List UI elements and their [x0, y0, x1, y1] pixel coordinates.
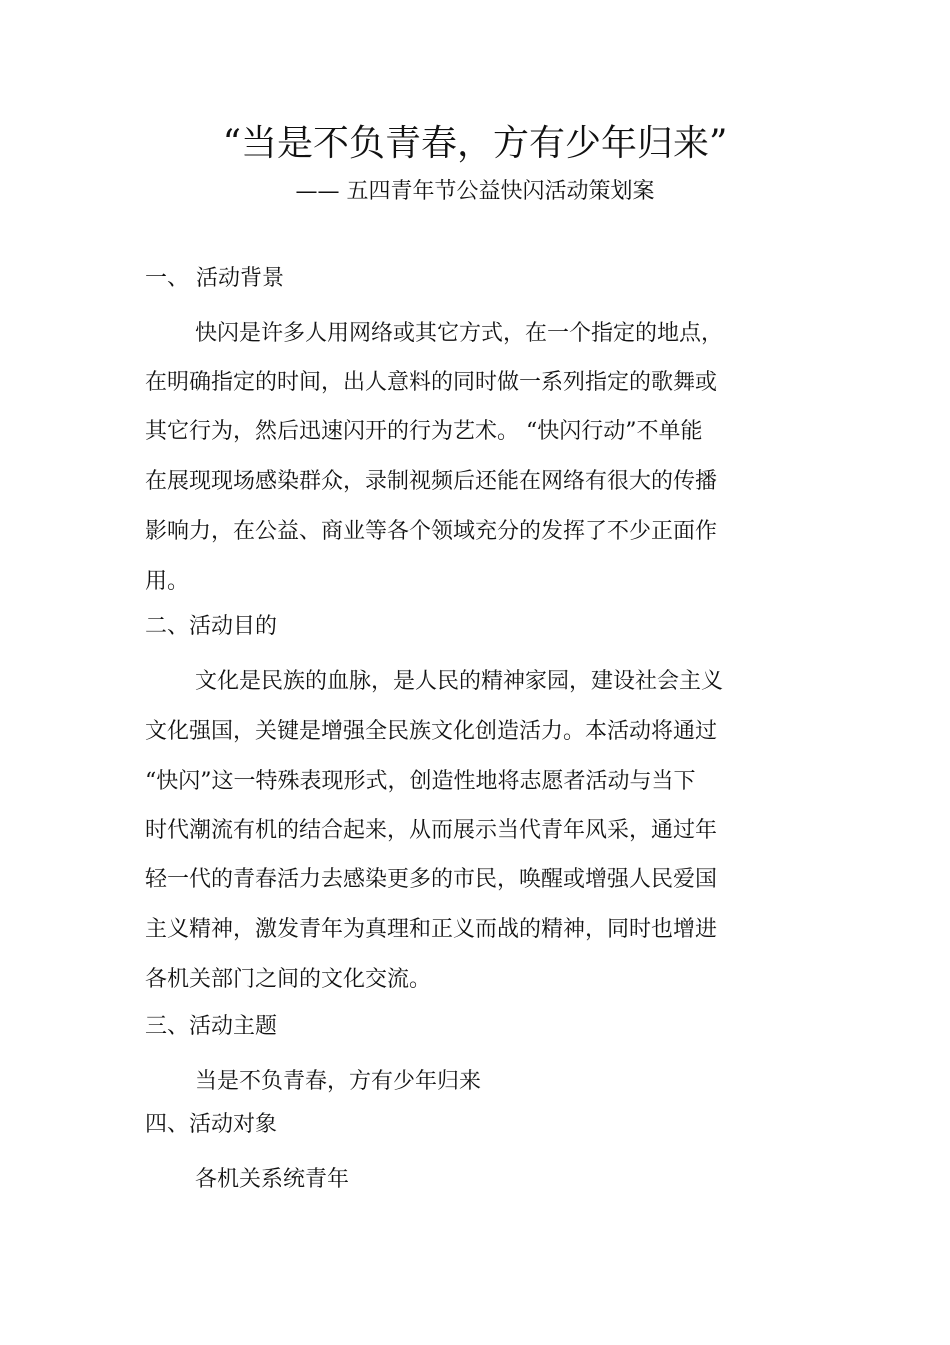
paragraph-line: 影响力，在公益、商业等各个领域充分的发挥了不少正面作: [145, 519, 718, 544]
section-heading-purpose: 二、活动目的: [145, 614, 278, 639]
paragraph-line: 在明确指定的时间，出人意料的同时做一系列指定的歌舞或: [145, 370, 718, 395]
paragraph-line: 轻一代的青春活力去感染更多的市民，唤醒或增强人民爱国: [145, 867, 718, 892]
section-heading-theme: 三、活动主题: [145, 1014, 278, 1039]
paragraph-line: 时代潮流有机的结合起来，从而展示当代青年风采，通过年: [145, 818, 718, 843]
paragraph-line: 当是不负青春，方有少年归来: [195, 1069, 482, 1094]
paragraph-line: 用。: [145, 569, 190, 594]
paragraph-line: 各机关部门之间的文化交流。: [145, 967, 432, 992]
paragraph-line: 主义精神，激发青年为真理和正义而战的精神，同时也增进: [145, 917, 718, 942]
paragraph-line: 各机关系统青年: [195, 1167, 350, 1192]
section-heading-background: 一、 活动背景: [145, 266, 284, 291]
section-heading-target: 四、活动对象: [145, 1112, 278, 1137]
document-title: “当是不负青春，方有少年归来”: [222, 123, 728, 164]
paragraph-line: “快闪”这一特殊表现形式，创造性地将志愿者活动与当下: [145, 769, 696, 794]
document-subtitle: —— 五四青年节公益快闪活动策划案: [295, 179, 655, 204]
paragraph-line: 文化强国，关键是增强全民族文化创造活力。本活动将通过: [145, 719, 718, 744]
paragraph-line: 在展现现场感染群众，录制视频后还能在网络有很大的传播: [145, 469, 718, 494]
paragraph-line: 快闪是许多人用网络或其它方式，在一个指定的地点，: [195, 321, 724, 346]
paragraph-line: 其它行为，然后迅速闪开的行为艺术。 “快闪行动”不单能: [145, 419, 703, 444]
paragraph-line: 文化是民族的血脉，是人民的精神家园，建设社会主义: [195, 669, 724, 694]
